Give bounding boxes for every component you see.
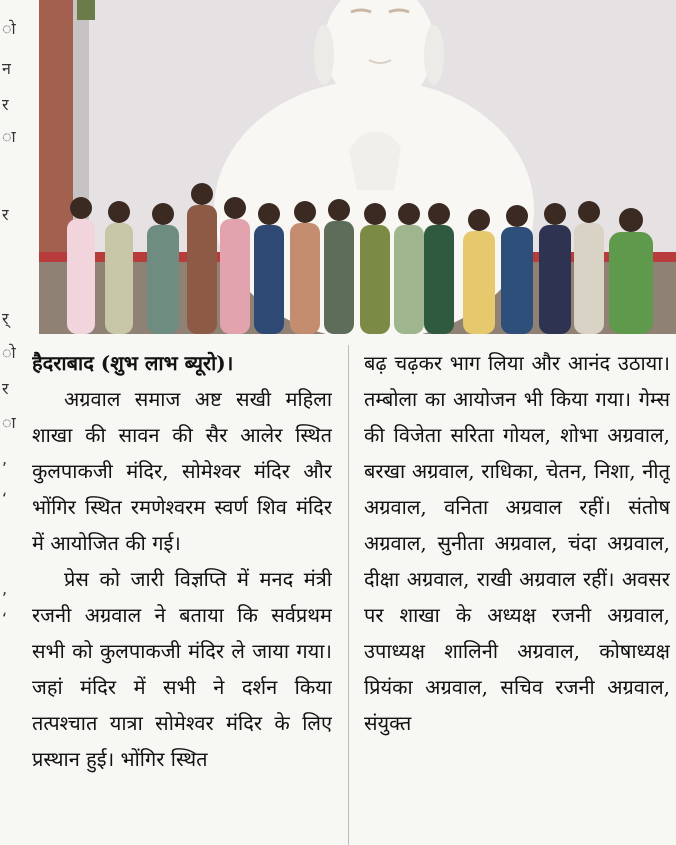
margin-glyph: ,	[2, 449, 8, 468]
margin-glyph: र	[2, 379, 9, 398]
news-photo	[39, 0, 676, 334]
article-paragraph: बढ़ चढ़कर भाग लिया और आनंद उठाया। तम्बोला का आयोजन भी किया गया। गेम्स की विजेता सरिता गोयल, शोभा अग्रवाल, बरखा अग्रवाल, राधिका, चेतन, निशा, नीतू अग्रवाल, वनिता अग्रवाल रहीं। संतोष अग्रवाल, सुनीता अग्रवाल, चंदा अग्रवाल, दीक्षा अग्रवाल, राखी अग्रवाल रहीं। अवसर पर शाखा के अध्यक्ष रजनी अग्रवाल, उपाध्यक्ष शालिनी अग्रवाल, कोषाध्यक्ष प्रियंका अग्रवाल, सचिव रजनी अग्रवाल, संयुक्त	[364, 351, 670, 735]
article-body	[0, 345, 676, 845]
group-photo-illustration	[39, 0, 676, 334]
article-column-left	[32, 345, 332, 845]
article-column-right	[364, 345, 670, 845]
margin-glyph: ा	[2, 413, 16, 432]
margin-glyph: ा	[2, 127, 16, 146]
margin-glyph: र	[2, 95, 9, 114]
margin-glyph: न	[2, 59, 11, 78]
margin-glyph: ‘	[2, 489, 8, 508]
margin-glyph: र्	[2, 309, 9, 328]
margin-glyph: ो	[2, 19, 16, 38]
margin-glyph: ो	[2, 343, 16, 362]
margin-glyph: ,	[2, 579, 8, 598]
margin-glyph: ‘	[2, 609, 8, 628]
dateline: हैदराबाद (शुभ लाभ ब्यूरो)।	[32, 351, 234, 375]
article-paragraph: अग्रवाल समाज अष्ट सखी महिला शाखा की सावन की सैर आलेर स्थित कुलपाकजी मंदिर, सोमेश्वर मंदिर और भोंगिर स्थित रमणेश्वरम स्वर्ण शिव मंदिर में आयोजित की गई।	[32, 387, 332, 555]
margin-glyph: र	[2, 205, 9, 224]
article-paragraph: प्रेस को जारी विज्ञप्ति में मनद मंत्री रजनी अग्रवाल ने बताया कि सर्वप्रथम सभी को कुलपाकजी मंदिर ले जाया गया। जहां मंदिर में सभी ने दर्शन किया तत्पश्चात यात्रा सोमेश्वर मंदिर के लिए प्रस्थान हुई। भोंगिर स्थित	[32, 567, 332, 771]
column-divider	[348, 345, 349, 845]
